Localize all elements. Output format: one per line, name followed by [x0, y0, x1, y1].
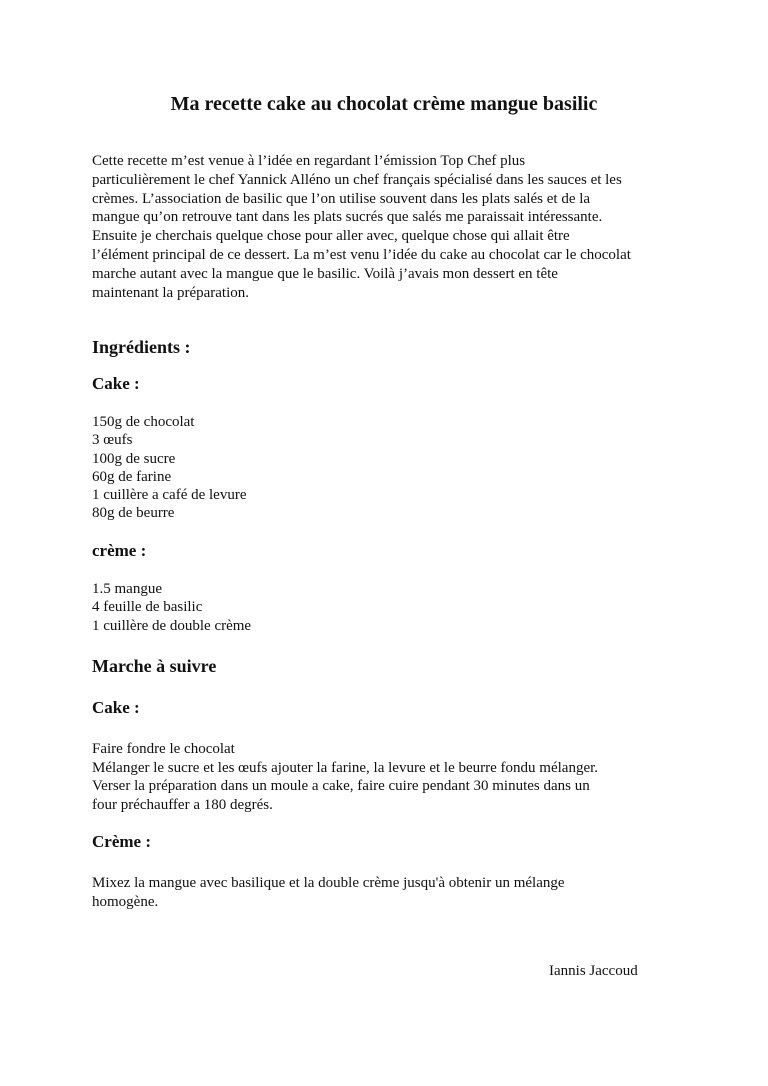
list-item: 1 cuillère de double crème [92, 617, 252, 634]
intro-line: Cette recette m’est venue à l’idée en regardant l’émission Top Chef plus [92, 153, 526, 169]
intro-line: mangue qu’on retrouve tant dans les plats sucrés que salés me paraissait intéressante. [92, 209, 603, 226]
intro-line: marche autant avec la mangue que le basilic. Voilà j’avais mon dessert en tête [92, 265, 558, 282]
step-line: Verser la préparation dans un moule a cake, faire cuire pendant 30 minutes dans un [92, 778, 590, 794]
method-heading: Marche à suivre [92, 656, 217, 676]
list-item: 80g de beurre [92, 505, 175, 522]
list-item: 4 feuille de basilic [92, 599, 203, 616]
list-item: 150g de chocolat [92, 414, 195, 430]
cake-steps [92, 740, 598, 814]
step-line: Mélanger le sucre et les œufs ajouter la farine, la levure et le beurre fondu mélanger. [92, 759, 599, 776]
list-item: 60g de farine [92, 468, 172, 485]
creme-steps [92, 874, 565, 911]
document-title: Ma recette cake au chocolat crème mangue basilic [170, 93, 598, 115]
ingredients-heading: Ingrédients : [92, 337, 191, 357]
intro-line: Ensuite je cherchais quelque chose pour aller avec, quelque chose qui allait être [92, 228, 570, 245]
method-cake-heading: Cake : [92, 698, 140, 717]
step-line: Mixez la mangue avec basilique et la double crème jusqu'à obtenir un mélange [92, 875, 565, 891]
step-line: homogène. [92, 893, 159, 910]
cake-ingredients-list [92, 413, 246, 523]
intro-line: particulièrement le chef Yannick Alléno un chef français spécialisé dans les sauces et les [92, 171, 622, 188]
step-line: four préchauffer a 180 degrés. [92, 796, 273, 813]
author-signature: Iannis Jaccoud [549, 963, 638, 979]
intro-line: crèmes. L’association de basilic que l’on utilise souvent dans les plats salés et de la [92, 190, 591, 207]
intro-line: l’élément principal de ce dessert. La m’est venu l’idée du cake au chocolat car le chocolat [92, 246, 631, 263]
intro-paragraph [92, 152, 692, 302]
ingredients-cake-heading: Cake : [92, 374, 140, 393]
step-line: Faire fondre le chocolat [92, 741, 235, 757]
creme-ingredients-list [92, 580, 251, 635]
intro-line: maintenant la préparation. [92, 284, 250, 301]
list-item: 1.5 mangue [92, 581, 162, 597]
list-item: 1 cuillère a café de levure [92, 487, 247, 504]
list-item: 100g de sucre [92, 450, 176, 467]
list-item: 3 œufs [92, 432, 133, 449]
ingredients-creme-heading: crème : [92, 541, 147, 560]
method-creme-heading: Crème : [92, 832, 151, 851]
